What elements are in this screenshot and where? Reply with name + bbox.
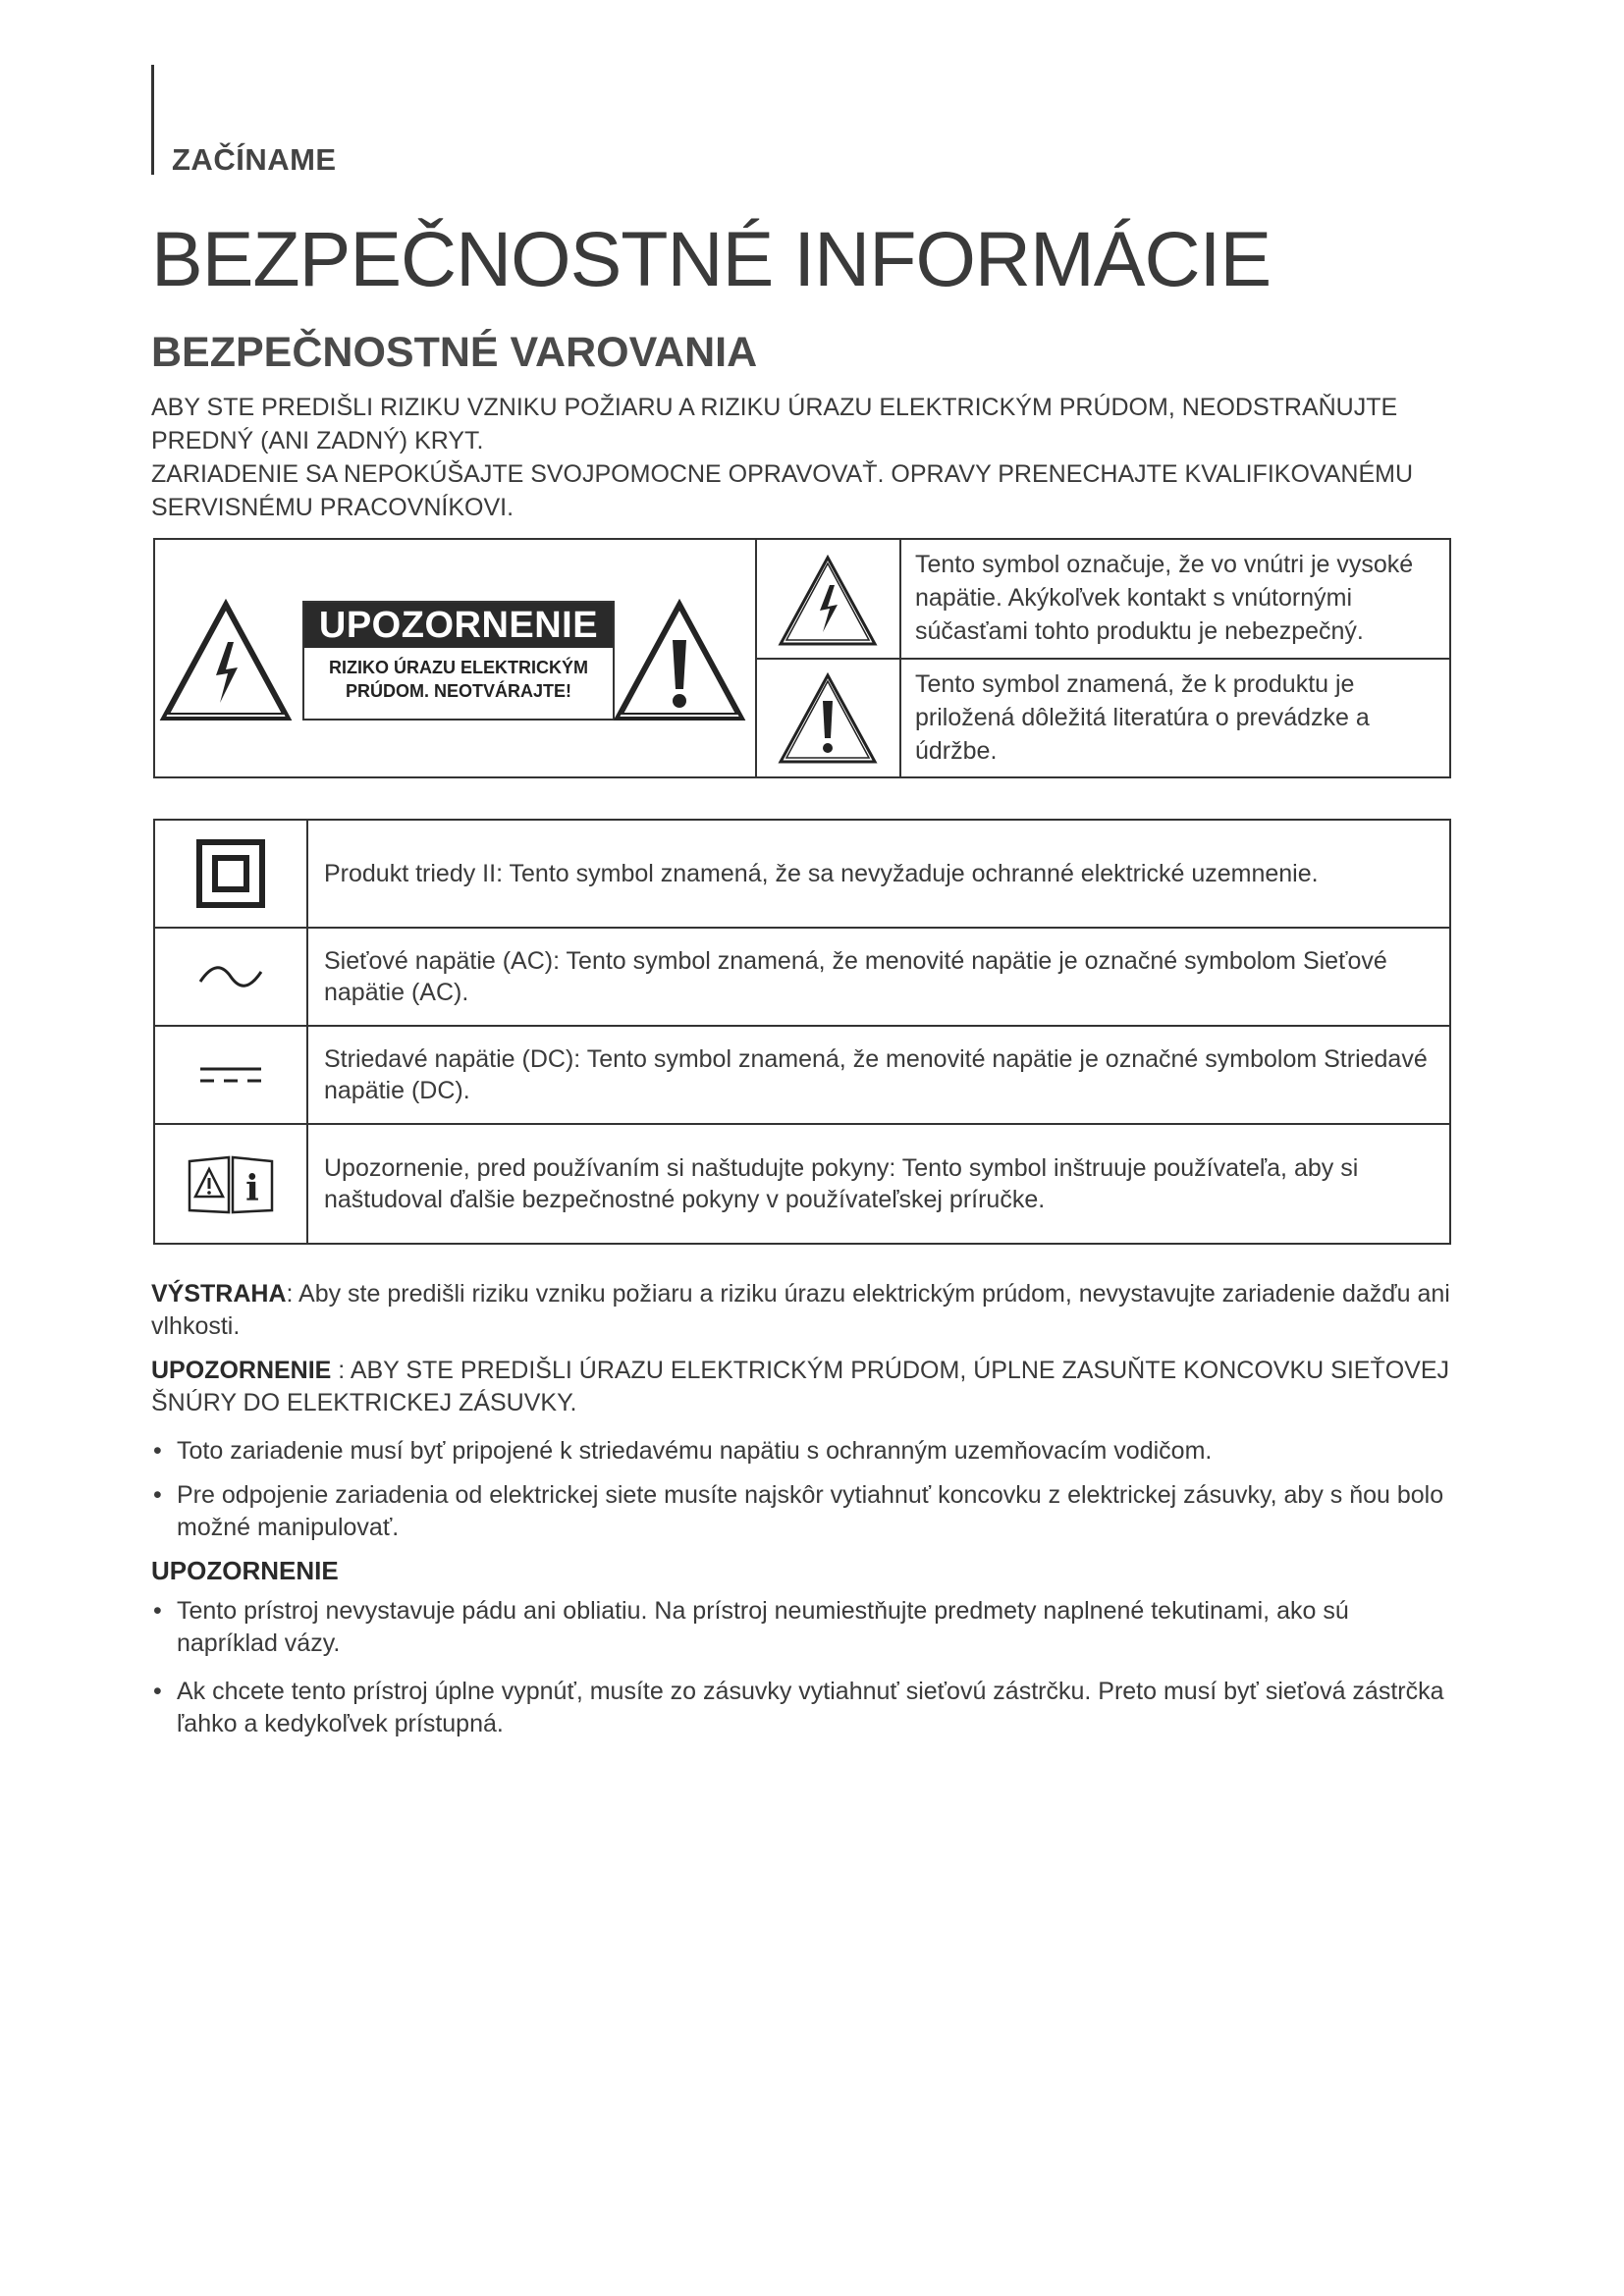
voltage-icon-cell [757,540,901,658]
symbol-icon-cell [155,929,308,1025]
symbol-description: Sieťové napätie (AC): Tento symbol znamená, že menovité napätie je označné symbolom Sieťové napätie (AC). [324,947,1387,1006]
section-heading: BEZPEČNOSTNÉ VAROVANIA [151,329,758,376]
symbols-table [153,819,1451,1245]
intro-paragraph-2: ZARIADENIE SA NEPOKÚŠAJTE SVOJPOMOCNE OPRAVOVAŤ. OPRAVY PRENECHAJTE KVALIFIKOVANÉMU SERVISNÉMU PRACOVNÍKOVI. [151,460,1413,521]
list-item: • Ak chcete tento prístroj úplne vypnúť, musíte zo zásuvky vytiahnuť sieťovú zástrčku. Preto musí byť sieťová zástrčka ľahko a kedykoľvek prístupná. [151,1676,1452,1740]
vystraha-notice [151,1278,1452,1343]
list-item: • Toto zariadenie musí byť pripojené k striedavému napätiu s ochranným uzemňovacím vodičom. [151,1435,1452,1468]
caution-table [153,538,1451,778]
vystraha-text: : Aby ste predišli riziku vzniku požiaru a riziku úrazu elektrickým prúdom, nevystavujte zariadenie dažďu ani vlhkosti. [151,1280,1450,1340]
lightning-triangle-icon [159,599,293,724]
voltage-description: Tento symbol označuje, že vo vnútri je vysoké napätie. Akýkoľvek kontakt s vnútornými súčasťami tohto produktu je nebezpečný. [915,551,1414,645]
svg-text:i: i [245,1168,259,1209]
table-row [155,1027,1449,1125]
exclamation-triangle-icon [777,671,879,766]
section-divider [151,65,154,175]
double-square-icon [196,839,265,908]
upozornenie-label: UPOZORNENIE [151,1357,332,1384]
caution-label-line-1: RIZIKO ÚRAZU ELEKTRICKÝM [329,658,588,677]
section-label: ZAČÍNAME [172,142,337,177]
symbol-description: Produkt triedy II: Tento symbol znamená, že sa nevyžaduje ochranné elektrické uzemnenie. [324,860,1319,887]
list-item: • Tento prístroj nevystavuje pádu ani obliatiu. Na prístroj neumiestňujte predmety naplnené tekutinami, ako sú napríklad vázy. [151,1595,1452,1660]
lightning-triangle-icon [777,554,879,648]
vystraha-label: VÝSTRAHA [151,1280,287,1308]
caution-label-line-2: PRÚDOM. NEOTVÁRAJTE! [345,681,571,701]
symbol-icon-cell [155,1027,308,1123]
symbol-icon-cell [155,821,308,927]
ac-wave-icon [196,962,265,991]
exclamation-triangle-icon [613,599,746,724]
upozornenie-text: : ABY STE PREDIŠLI ÚRAZU ELEKTRICKÝM PRÚDOM, ÚPLNE ZASUŇTE KONCOVKU SIEŤOVEJ ŠNÚRY DO ELEKTRICKEJ ZÁSUVKY. [151,1357,1450,1416]
upozornenie-heading: UPOZORNENIE [151,1556,339,1585]
manual-info-icon [186,1151,276,1216]
bullet-list-1 [151,1435,1452,1556]
symbol-description: Striedavé napätie (DC): Tento symbol znamená, že menovité napätie je označné symbolom Striedavé napätie (DC). [324,1045,1428,1104]
caution-label-title: UPOZORNENIE [304,603,613,648]
intro-warning [151,391,1437,524]
intro-paragraph-1: ABY STE PREDIŠLI RIZIKU VZNIKU POŽIARU A RIZIKU ÚRAZU ELEKTRICKÝM PRÚDOM, NEODSTRAŇUJTE PREDNÝ (ANI ZADNÝ) KRYT. [151,394,1398,454]
literature-description: Tento symbol znamená, že k produktu je priložená dôležitá literatúra o prevádzke a údržbe. [915,670,1370,765]
dc-lines-icon [196,1063,265,1087]
symbol-description: Upozornenie, pred používaním si naštudujte pokyny: Tento symbol inštruuje používateľa, aby si naštudoval ďalšie bezpečnostné pokyny v používateľskej príručke. [324,1154,1359,1213]
upozornenie-notice [151,1355,1452,1419]
table-row [155,929,1449,1027]
page-title: BEZPEČNOSTNÉ INFORMÁCIE [151,215,1272,302]
upozornenie-section [151,1555,1452,1752]
list-item: • Pre odpojenie zariadenia od elektrickej siete musíte najskôr vytiahnuť koncovku z elektrickej zásuvky, aby s ňou bolo možné manipulovať. [151,1479,1452,1544]
caution-label-cell [155,540,757,776]
symbol-icon-cell [155,1125,308,1243]
caution-label [302,601,615,721]
table-row [155,1125,1449,1243]
table-row [155,821,1449,929]
literature-icon-cell [757,660,901,776]
